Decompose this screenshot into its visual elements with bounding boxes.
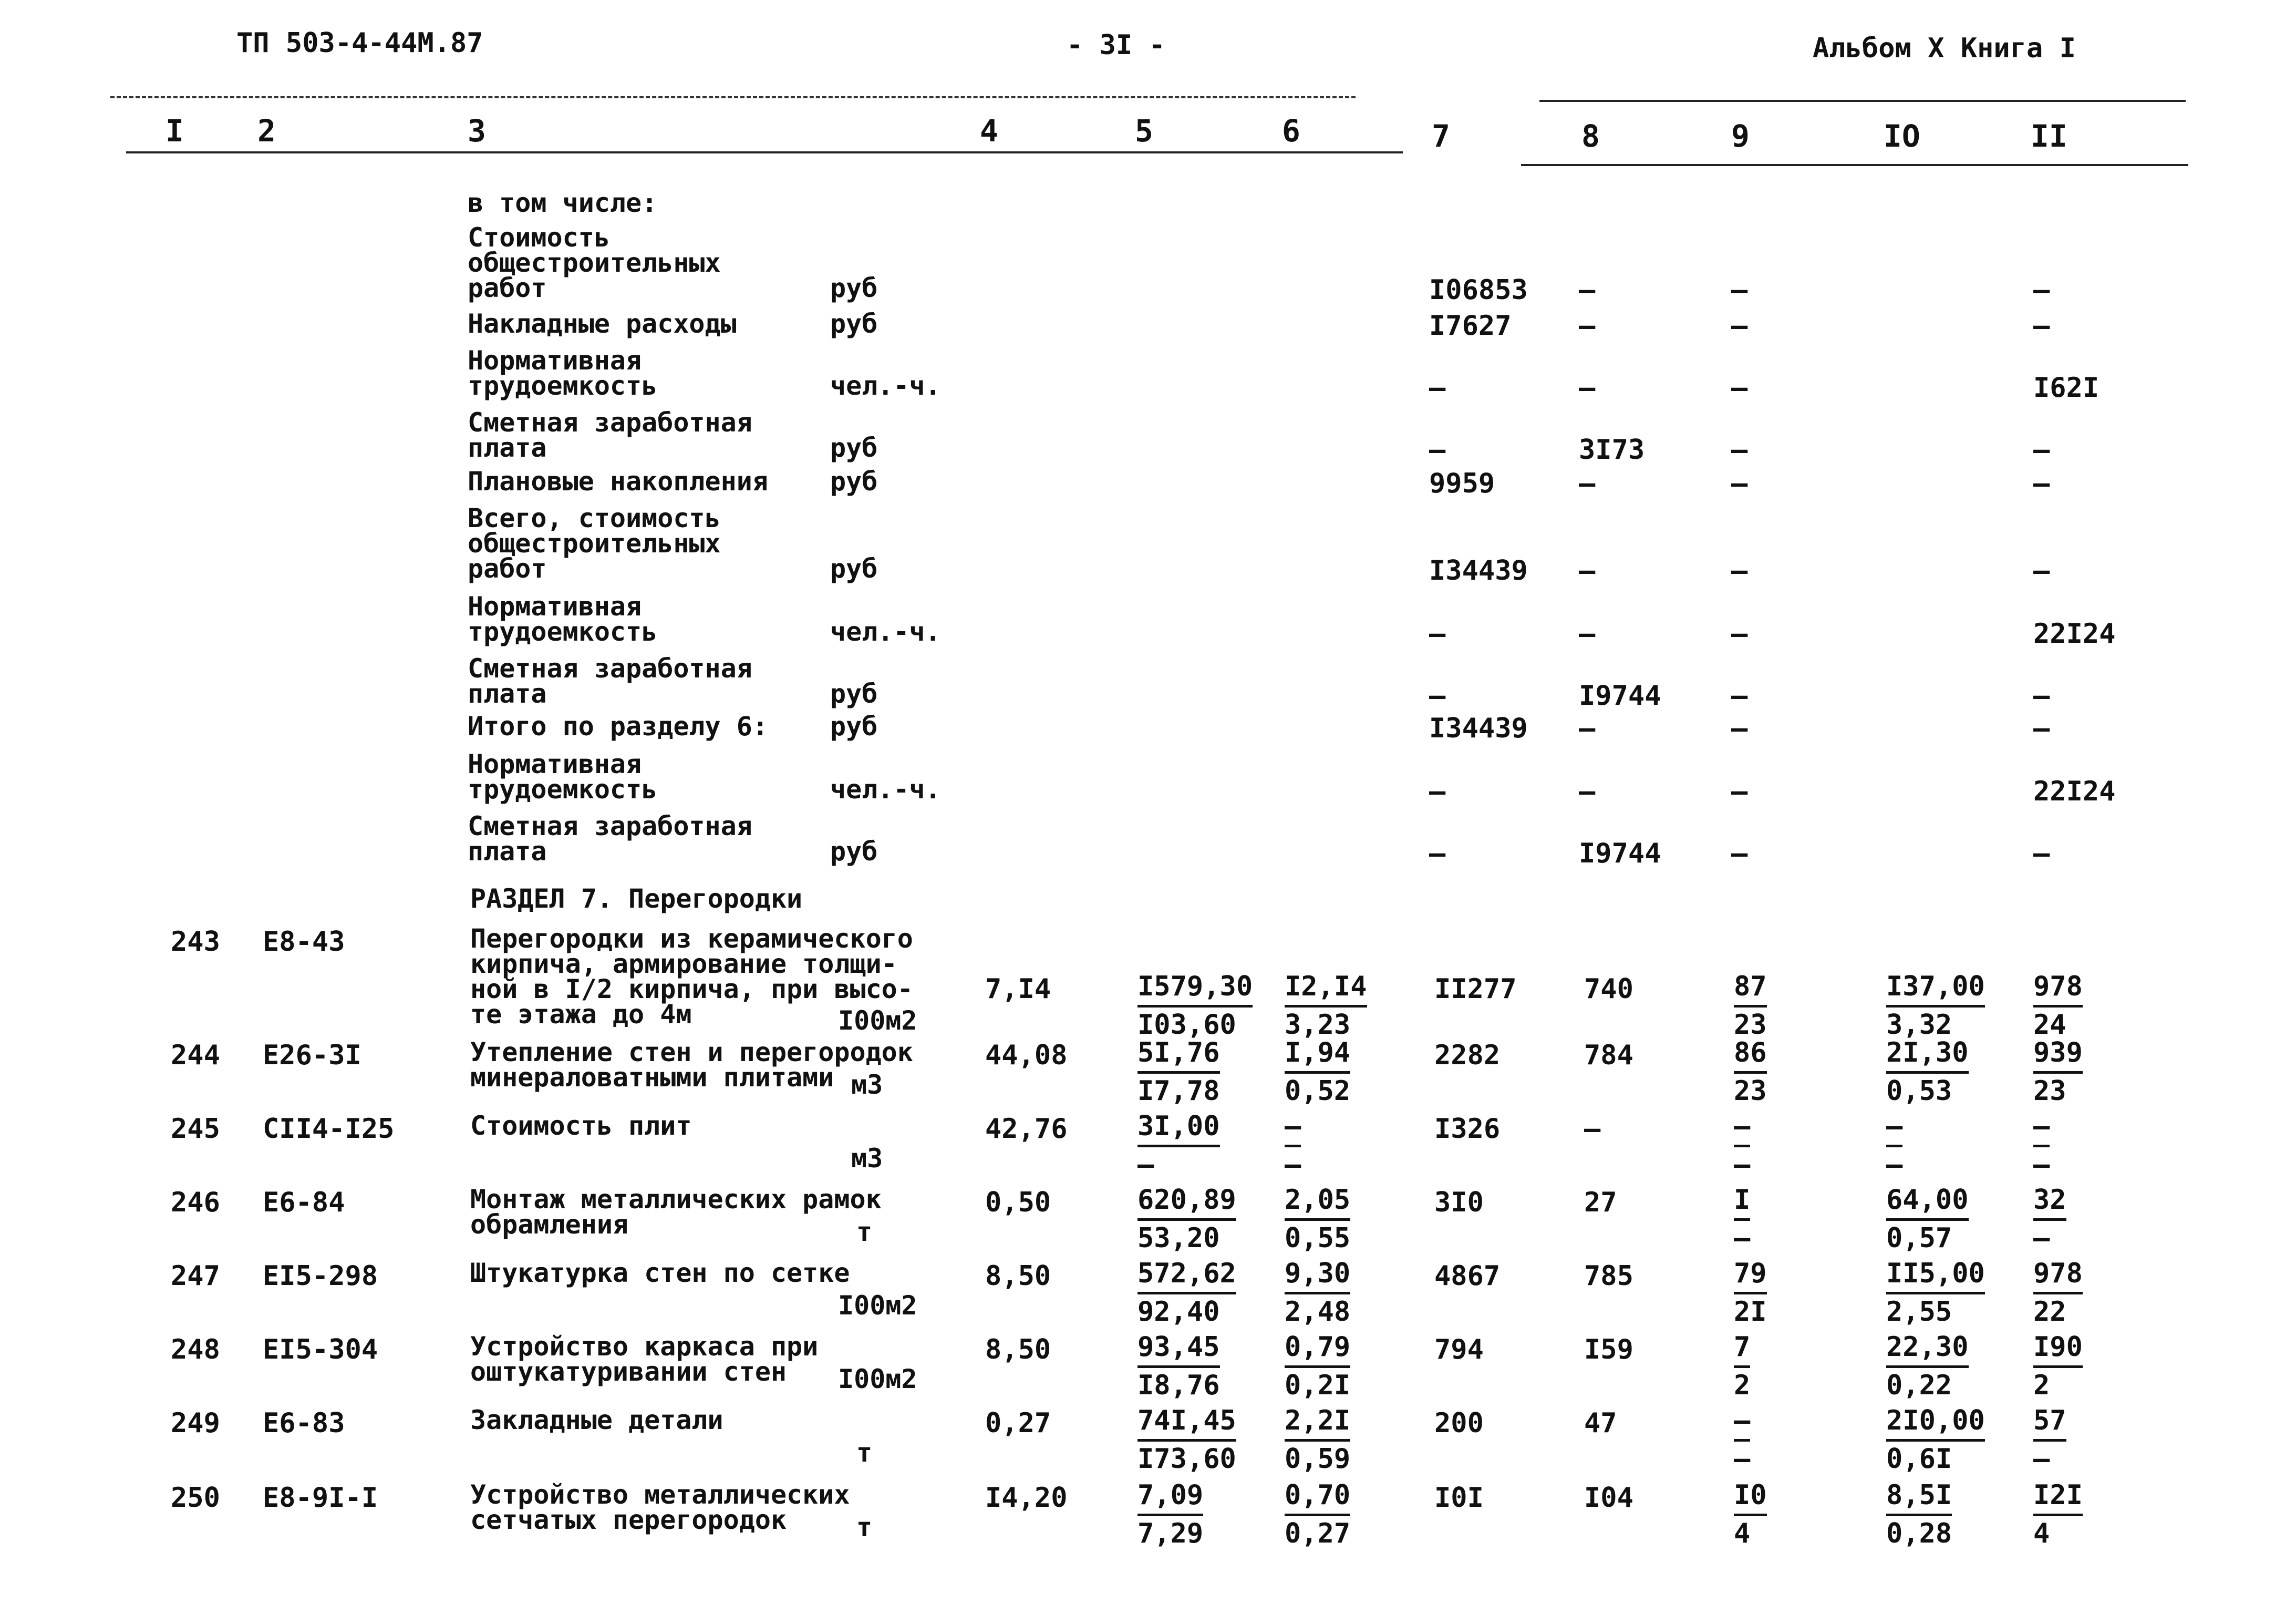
summary-row-unit: чел.-ч. [830, 371, 941, 401]
item-unit: м3 [851, 1143, 883, 1174]
item-col11: 57 – [2033, 1403, 2066, 1476]
item-unit: т [856, 1512, 873, 1543]
summary-col9: – [1731, 680, 1748, 712]
item-total-wage: 785 [1584, 1260, 1633, 1292]
summary-col7: I7627 [1429, 310, 1512, 342]
item-quantity: 42,76 [985, 1113, 1068, 1145]
summary-col7: – [1429, 372, 1446, 404]
item-total-cost: I0I [1434, 1482, 1484, 1514]
summary-col8: – [1579, 776, 1596, 807]
item-col11: 32 – [2033, 1183, 2066, 1256]
item-col10: 64,00 0,57 [1886, 1183, 1969, 1256]
summary-row-unit: руб [830, 273, 878, 303]
item-total-wage: 740 [1584, 973, 1633, 1005]
summary-col9: – [1731, 838, 1748, 869]
summary-row-label: Итого по разделу 6: [468, 711, 768, 742]
summary-col11: I62I [2033, 372, 2100, 404]
summary-row-label: Нормативная трудоемкость [468, 591, 658, 647]
item-total-cost: 794 [1434, 1334, 1484, 1365]
item-col11: I2I 4 [2033, 1478, 2083, 1551]
summary-col9: – [1731, 555, 1748, 587]
item-wage-per-unit: 0,70 0,27 [1285, 1478, 1350, 1551]
summary-col8: – [1579, 555, 1596, 587]
summary-col9: – [1731, 468, 1748, 499]
column-number: 5 [1135, 113, 1153, 149]
item-unit-cost: 3I,00 – [1137, 1109, 1220, 1182]
item-unit: I00м2 [838, 1005, 917, 1036]
summary-col7: I06853 [1429, 274, 1528, 306]
summary-col8: I9744 [1579, 838, 1661, 869]
column-number: 3 [468, 113, 486, 149]
summary-row-unit: руб [830, 309, 878, 339]
column-number: 4 [980, 113, 998, 149]
item-col10: II5,00 2,55 [1886, 1256, 1985, 1329]
item-description: Устройство каркаса при оштукатуривании стен [470, 1331, 819, 1387]
summary-col11: – [2033, 838, 2050, 869]
summary-col11: – [2033, 713, 2050, 744]
summary-row-label: Сметная заработная плата [468, 407, 752, 463]
item-wage-per-unit: 2,2I 0,59 [1285, 1403, 1350, 1476]
item-col11: 978 24 [2033, 969, 2083, 1042]
item-description: Перегородки из керамического кирпича, армирование толщи- ной в I/2 кирпича, при высо- те этажа до 4м [470, 923, 913, 1030]
item-unit-cost: 572,62 92,40 [1137, 1256, 1236, 1329]
summary-col11: – [2033, 274, 2050, 306]
summary-col7: – [1429, 434, 1446, 466]
item-number: 250 [171, 1482, 220, 1514]
item-total-cost: 200 [1434, 1407, 1484, 1439]
item-wage-per-unit: 0,79 0,2I [1285, 1330, 1350, 1403]
item-number: 248 [171, 1334, 220, 1365]
item-unit: I00м2 [838, 1290, 917, 1321]
summary-intro: в том числе: [468, 188, 658, 218]
item-description: Закладные детали [470, 1405, 723, 1435]
album-book: Альбом X Книга I [1813, 33, 2076, 64]
item-unit: т [856, 1437, 873, 1468]
item-unit-cost: 7,09 7,29 [1137, 1478, 1203, 1551]
item-quantity: 0,50 [985, 1187, 1051, 1218]
item-col10: – – [1886, 1109, 1902, 1182]
summary-col9: – [1731, 776, 1748, 807]
item-total-wage: I04 [1584, 1482, 1633, 1514]
summary-col11: – [2033, 555, 2050, 587]
item-description: Стоимость плит [470, 1111, 692, 1141]
item-col9: 86 23 [1734, 1035, 1767, 1108]
summary-row-label: Нормативная трудоемкость [468, 749, 658, 805]
item-total-wage: I59 [1584, 1334, 1633, 1365]
item-number: 246 [171, 1187, 220, 1218]
item-col9: I – [1734, 1183, 1750, 1256]
item-code: Е8-43 [263, 926, 345, 958]
item-col9: 79 2I [1734, 1256, 1767, 1329]
summary-row-unit: руб [830, 711, 878, 742]
summary-row-label: Стоимость общестроительных работ [468, 222, 721, 303]
summary-col11: 22I24 [2033, 776, 2116, 807]
item-quantity: 0,27 [985, 1407, 1051, 1439]
summary-col7: – [1429, 618, 1446, 650]
item-number: 245 [171, 1113, 220, 1145]
item-unit: I00м2 [838, 1364, 917, 1394]
item-col10: 2I0,00 0,6I [1886, 1403, 1985, 1476]
item-col11: I90 2 [2033, 1330, 2083, 1403]
summary-col11: – [2033, 310, 2050, 342]
item-quantity: 8,50 [985, 1260, 1051, 1292]
summary-row-label: Накладные расходы [468, 309, 737, 339]
item-wage-per-unit: 2,05 0,55 [1285, 1183, 1350, 1256]
item-number: 249 [171, 1407, 220, 1439]
item-code: СII4-I25 [263, 1113, 395, 1145]
column-number: I [166, 113, 184, 149]
item-code: ЕI5-304 [263, 1334, 378, 1365]
item-code: Е6-83 [263, 1407, 345, 1439]
summary-row-unit: руб [830, 433, 878, 463]
summary-row-unit: руб [830, 679, 878, 709]
item-unit-cost: 620,89 53,20 [1137, 1183, 1236, 1256]
item-quantity: I4,20 [985, 1482, 1068, 1514]
item-description: Монтаж металлических рамок обрамления [470, 1184, 882, 1240]
item-description: Устройство металлических сетчатых перегородок [470, 1479, 850, 1535]
summary-col7: I34439 [1429, 555, 1528, 587]
item-number: 244 [171, 1040, 220, 1071]
summary-row-label: Сметная заработная плата [468, 653, 752, 709]
item-total-cost: I326 [1434, 1113, 1501, 1145]
item-col11: 939 23 [2033, 1035, 2083, 1108]
item-col9: – – [1734, 1109, 1750, 1182]
item-wage-per-unit: 9,30 2,48 [1285, 1256, 1350, 1329]
item-quantity: 8,50 [985, 1334, 1051, 1365]
item-col9: – – [1734, 1403, 1750, 1476]
item-number: 243 [171, 926, 220, 958]
item-description: Штукатурка стен по сетке [470, 1258, 850, 1288]
summary-col7: – [1429, 838, 1446, 869]
item-code: ЕI5-298 [263, 1260, 378, 1292]
summary-col8: – [1579, 372, 1596, 404]
item-wage-per-unit: I2,I4 3,23 [1285, 969, 1367, 1042]
item-unit-cost: 74I,45 I73,60 [1137, 1403, 1236, 1476]
item-col9: 7 2 [1734, 1330, 1750, 1403]
item-col11: – – [2033, 1109, 2050, 1182]
item-code: Е26-3I [263, 1040, 361, 1071]
summary-row-unit: руб [830, 836, 878, 867]
item-total-wage: 27 [1584, 1187, 1617, 1218]
summary-row-label: Нормативная трудоемкость [468, 345, 658, 401]
item-total-cost: 3I0 [1434, 1187, 1484, 1218]
summary-col7: – [1429, 680, 1446, 712]
summary-row-label: Сметная заработная плата [468, 811, 752, 867]
summary-col8: – [1579, 468, 1596, 499]
summary-row-unit: чел.-ч. [830, 616, 941, 647]
summary-col11: 22I24 [2033, 618, 2116, 650]
section-title: РАЗДЕЛ 7. Перегородки [470, 883, 803, 914]
summary-col8: 3I73 [1579, 434, 1645, 466]
item-total-wage: – [1584, 1113, 1601, 1145]
item-number: 247 [171, 1260, 220, 1292]
item-total-cost: II277 [1434, 973, 1517, 1005]
summary-row-label: Всего, стоимость общестроительных работ [468, 503, 721, 584]
column-number: 7 [1432, 118, 1450, 154]
item-code: Е6-84 [263, 1187, 345, 1218]
page-number: - 3I - [1067, 29, 1165, 61]
item-unit-cost: I579,30 I03,60 [1137, 969, 1253, 1042]
item-wage-per-unit: – – [1285, 1109, 1301, 1182]
summary-col8: – [1579, 618, 1596, 650]
column-number: IO [1884, 118, 1920, 154]
column-number: 8 [1581, 118, 1600, 154]
column-number: 9 [1731, 118, 1750, 154]
summary-col7: 9959 [1429, 468, 1495, 499]
summary-col8: – [1579, 274, 1596, 306]
summary-col11: – [2033, 680, 2050, 712]
item-total-wage: 784 [1584, 1040, 1633, 1071]
item-unit: т [856, 1217, 873, 1247]
summary-row-unit: руб [830, 553, 878, 584]
item-col10: 2I,30 0,53 [1886, 1035, 1969, 1108]
column-number: 6 [1282, 113, 1300, 149]
summary-col7: I34439 [1429, 713, 1528, 744]
item-col11: 978 22 [2033, 1256, 2083, 1329]
item-unit-cost: 93,45 I8,76 [1137, 1330, 1220, 1403]
summary-col9: – [1731, 434, 1748, 466]
summary-col11: – [2033, 434, 2050, 466]
item-unit-cost: 5I,76 I7,78 [1137, 1035, 1220, 1108]
summary-col9: – [1731, 310, 1748, 342]
item-col10: 8,5I 0,28 [1886, 1478, 1952, 1551]
item-unit: м3 [851, 1070, 883, 1100]
item-col10: I37,00 3,32 [1886, 969, 1985, 1042]
summary-row-unit: руб [830, 466, 878, 497]
summary-col8: – [1579, 713, 1596, 744]
summary-col9: – [1731, 618, 1748, 650]
item-col9: I0 4 [1734, 1478, 1767, 1551]
item-description: Утепление стен и перегородок минераловатными плитами [470, 1037, 913, 1093]
item-quantity: 7,I4 [985, 973, 1051, 1005]
doc-code: ТП 503-4-44М.87 [236, 27, 483, 59]
item-quantity: 44,08 [985, 1040, 1068, 1071]
item-wage-per-unit: I,94 0,52 [1285, 1035, 1350, 1108]
summary-col9: – [1731, 372, 1748, 404]
summary-col8: – [1579, 310, 1596, 342]
item-total-wage: 47 [1584, 1407, 1617, 1439]
item-total-cost: 2282 [1434, 1040, 1501, 1071]
column-number: 2 [257, 113, 276, 149]
summary-row-unit: чел.-ч. [830, 774, 941, 805]
item-col9: 87 23 [1734, 969, 1767, 1042]
summary-col8: I9744 [1579, 680, 1661, 712]
summary-col9: – [1731, 713, 1748, 744]
summary-col9: – [1731, 274, 1748, 306]
summary-row-label: Плановые накопления [468, 466, 768, 497]
item-code: Е8-9I-I [263, 1482, 378, 1514]
item-total-cost: 4867 [1434, 1260, 1501, 1292]
column-number: II [2031, 118, 2067, 154]
summary-col7: – [1429, 776, 1446, 807]
item-col10: 22,30 0,22 [1886, 1330, 1969, 1403]
summary-col11: – [2033, 468, 2050, 499]
